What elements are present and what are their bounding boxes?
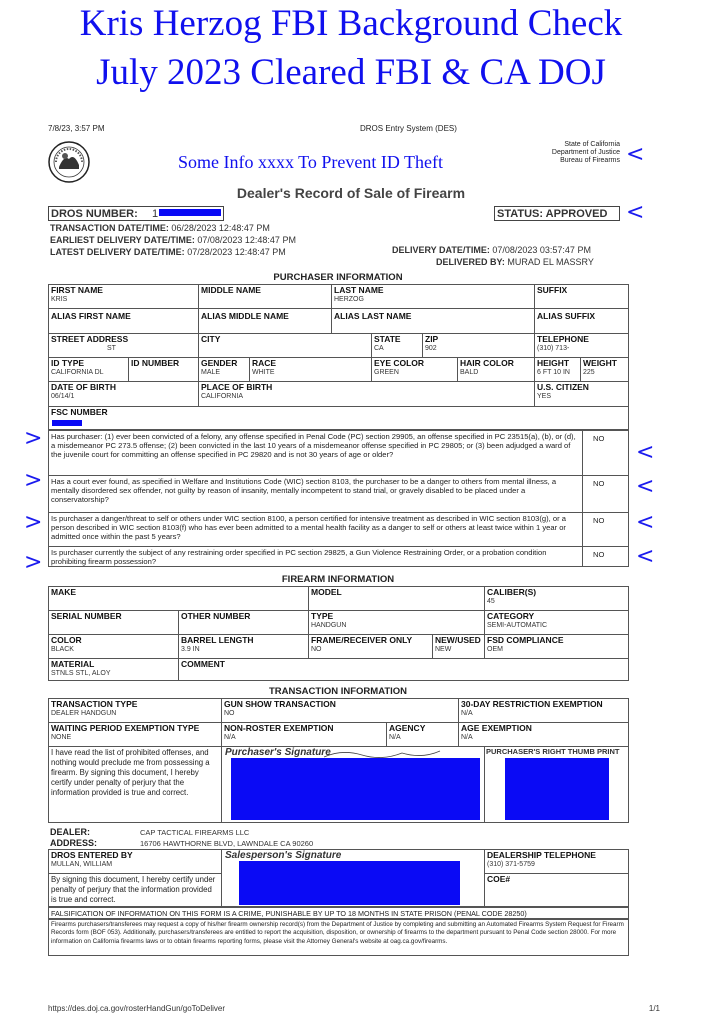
agency-line-2: Department of Justice bbox=[551, 149, 620, 156]
records-notice: Firearms purchasers/transferees may request a copy of his/her firearm ownership record(s) from the Department of Justice by completing and submitting an Automated Firearms System Request for Firearm Records form (BOF 053). Additionally, purchasers/transferees are entitled to report the acquisition, disposition, or ownership of firearms to the department pursuant to Penal Code section 28000. For more information on California firearms laws or to obtain firearms reporting forms, please visit the Attorney General's website at oag.ca.gov/firearms. bbox=[51, 921, 624, 945]
dealer-value: CAP TACTICAL FIREARMS LLC bbox=[140, 828, 250, 837]
form-title: Dealer's Record of Sale of Firearm bbox=[236, 185, 466, 201]
thumb-print-label: PURCHASER'S RIGHT THUMB PRINT bbox=[486, 747, 620, 756]
caliber-label: CALIBER(S) bbox=[487, 587, 537, 597]
purchaser-certification-text: I have read the list of prohibited offenses, and nothing would preclude me from possessing a firearm. By signing this document, I hereby certify under penalty of perjury that the information provided is true and correct. bbox=[51, 748, 210, 797]
race-value: WHITE bbox=[252, 369, 275, 376]
purchaser-signature-redaction bbox=[231, 758, 480, 820]
page-url-link[interactable]: https://des.doj.ca.gov/rosterHandGun/goToDeliver bbox=[48, 1004, 225, 1013]
last-name-value: HERZOG bbox=[334, 296, 364, 303]
salesperson-signature-redaction bbox=[239, 861, 460, 905]
delivery-date-value: 07/08/2023 03:57:47 PM bbox=[492, 245, 591, 255]
new-used-value: NEW bbox=[435, 646, 452, 653]
falsification-notice-box bbox=[48, 907, 629, 919]
arrow-q1-right: < bbox=[636, 440, 655, 465]
dros-number-label: DROS NUMBER: bbox=[51, 208, 138, 220]
arrow-q4-right: < bbox=[636, 544, 655, 569]
other-number-label: OTHER NUMBER bbox=[181, 611, 251, 621]
telephone-value: (310) 713- bbox=[537, 345, 570, 352]
dealership-phone-label: DEALERSHIP TELEPHONE bbox=[487, 850, 596, 860]
earliest-delivery-value: 07/08/2023 12:48:47 PM bbox=[197, 235, 296, 245]
eligibility-questions bbox=[48, 430, 629, 567]
comment-label: COMMENT bbox=[181, 659, 225, 669]
fsc-number-redaction bbox=[52, 420, 82, 426]
gun-show-label: GUN SHOW TRANSACTION bbox=[224, 699, 336, 709]
address-value: 16706 HAWTHORNE BLVD, LAWNDALE CA 90260 bbox=[140, 839, 314, 848]
dros-number-value: 1 bbox=[152, 208, 159, 220]
first-name-label: FIRST NAME bbox=[51, 285, 103, 295]
id-type-label: ID TYPE bbox=[51, 358, 85, 368]
address-label: ADDRESS: bbox=[50, 838, 98, 848]
agency-line-1: State of California bbox=[564, 141, 620, 148]
us-citizen-label: U.S. CITIZEN bbox=[537, 382, 589, 392]
non-roster-label: NON-ROSTER EXEMPTION bbox=[224, 723, 334, 733]
us-citizen-value: YES bbox=[537, 393, 552, 400]
firearm-type-label: TYPE bbox=[311, 611, 334, 621]
print-system: DROS Entry System (DES) bbox=[360, 124, 457, 133]
headline-line-2: July 2023 Cleared FBI & CA DOJ bbox=[96, 52, 606, 93]
dob-label: DATE OF BIRTH bbox=[51, 382, 117, 392]
city-label: CITY bbox=[201, 334, 221, 344]
id-number-label: ID NUMBER bbox=[131, 358, 180, 368]
color-value: BLACK bbox=[51, 646, 74, 653]
suffix-label: SUFFIX bbox=[537, 285, 568, 295]
dros-entered-by-label: DROS ENTERED BY bbox=[51, 850, 133, 860]
delivery-date-label: DELIVERY DATE/TIME: bbox=[392, 245, 490, 255]
firearm-type-value: HANDGUN bbox=[311, 622, 347, 629]
material-value: STNLS STL, ALOY bbox=[51, 670, 111, 677]
waiting-period-label: WAITING PERIOD EXEMPTION TYPE bbox=[51, 723, 200, 733]
question-2-text: Has a court ever found, as specified in Welfare and Institutions Code (WIC) section 8103, the purchaser to be a danger to others from mental illness, a mentally disordered sex offender, not guilty by reason of insanity, mentally incompetent to stand trial, or gravely disabled to be placed under a conservatorship? bbox=[51, 477, 557, 505]
question-2-answer: NO bbox=[593, 479, 605, 488]
state-label: STATE bbox=[374, 334, 401, 344]
agency-line-3: Bureau of Firearms bbox=[560, 157, 620, 164]
arrow-q2-right: < bbox=[636, 474, 655, 499]
barrel-length-label: BARREL LENGTH bbox=[181, 635, 254, 645]
latest-delivery-label: LATEST DELIVERY DATE/TIME: bbox=[50, 247, 185, 257]
height-value: 6 FT 10 IN bbox=[537, 369, 570, 376]
redaction-note: Some Info xxxx To Prevent ID Theft bbox=[178, 152, 444, 172]
transaction-date-value: 06/28/2023 12:48:47 PM bbox=[171, 223, 270, 233]
model-label: MODEL bbox=[311, 587, 342, 597]
zip-label: ZIP bbox=[425, 334, 439, 344]
dros-entered-by-value: MULLAN, WILLIAM bbox=[51, 861, 113, 868]
weight-value: 225 bbox=[583, 369, 595, 376]
fsd-compliance-label: FSD COMPLIANCE bbox=[487, 635, 564, 645]
arrow-q3-left: > bbox=[24, 510, 43, 535]
falsification-notice: FALSIFICATION OF INFORMATION ON THIS FORM IS A CRIME, PUNISHABLE BY UP TO 18 MONTHS IN STATE PRISON (PENAL CODE 28250) bbox=[51, 909, 527, 918]
hair-color-value: BALD bbox=[460, 369, 479, 376]
last-name-label: LAST NAME bbox=[334, 285, 384, 295]
race-label: RACE bbox=[252, 358, 277, 368]
purchaser-signature-label: Purchaser's Signature bbox=[225, 747, 331, 758]
dealer-certification-text: By signing this document, I hereby certify under penalty of perjury that the information provided is true and correct. bbox=[51, 875, 216, 904]
thumb-print-redaction bbox=[505, 758, 609, 820]
dros-number-redaction bbox=[159, 209, 221, 216]
non-roster-value: N/A bbox=[224, 734, 236, 741]
new-used-label: NEW/USED bbox=[435, 635, 481, 645]
question-1-text: Has purchaser: (1) ever been convicted of a felony, any offense specified in Penal Code (PC) section 29905, an offense specified in PC 23515(a), (b), or (d), a misdemeanor PC 273.5 offense; (2) been convicted in the last 10 years of a misdemeanor offense specified in PC 29805; or (3) been adjudged a ward of the juvenile court for committing an offense specified in PC 29820 and is not 30 years of age or older? bbox=[51, 432, 576, 460]
color-label: COLOR bbox=[51, 635, 82, 645]
street-value: ST bbox=[107, 345, 116, 352]
print-datetime: 7/8/23, 3:57 PM bbox=[48, 124, 105, 133]
street-label: STREET ADDRESS bbox=[51, 334, 129, 344]
latest-delivery-value: 07/28/2023 12:48:47 PM bbox=[187, 247, 286, 257]
fsd-compliance-value: OEM bbox=[487, 646, 503, 653]
gender-label: GENDER bbox=[201, 358, 238, 368]
agency-label: AGENCY bbox=[389, 723, 426, 733]
first-name-value: KRIS bbox=[51, 296, 68, 303]
question-4-text: Is purchaser currently the subject of any restraining order specified in PC section 29825, a Gun Violence Restraining Order, or a probation condition prohibiting firearm possession? bbox=[51, 548, 547, 567]
height-label: HEIGHT bbox=[537, 358, 570, 368]
arrow-q3-right: < bbox=[636, 510, 655, 535]
alias-last-name-label: ALIAS LAST NAME bbox=[334, 311, 412, 321]
waiting-period-value: NONE bbox=[51, 734, 72, 741]
alias-middle-name-label: ALIAS MIDDLE NAME bbox=[201, 311, 289, 321]
delivered-by-label: DELIVERED BY: bbox=[436, 257, 505, 267]
page-number: 1/1 bbox=[648, 1004, 660, 1013]
question-3-text: Is purchaser a danger/threat to self or others under WIC section 8100, a person certified for intensive treatment as described in WIC section 8103(g), or a person described in WIC section 8103(f) who has ever been admitted to a mental health facility as a danger to self or others at least twice within 1 year or admitted once within the past 5 years? bbox=[51, 514, 566, 542]
question-3-answer: NO bbox=[593, 516, 605, 525]
alias-suffix-label: ALIAS SUFFIX bbox=[537, 311, 596, 321]
barrel-length-value: 3.9 IN bbox=[181, 646, 200, 653]
purchaser-section-title: PURCHASER INFORMATION bbox=[273, 272, 403, 283]
status-text: STATUS: APPROVED bbox=[497, 208, 608, 220]
firearm-grid bbox=[48, 586, 629, 681]
delivered-by-value: MURAD EL MASSRY bbox=[507, 257, 594, 267]
place-of-birth-value: CALIFORNIA bbox=[201, 393, 244, 400]
firearm-section-title: FIREARM INFORMATION bbox=[281, 574, 395, 585]
doj-seal-icon bbox=[48, 141, 90, 183]
restriction-exemption-value: N/A bbox=[461, 710, 473, 717]
gender-value: MALE bbox=[201, 369, 221, 376]
transaction-grid bbox=[48, 698, 629, 823]
arrow-q2-left: > bbox=[24, 468, 43, 493]
age-exemption-label: AGE EXEMPTION bbox=[461, 723, 532, 733]
eye-color-label: EYE COLOR bbox=[374, 358, 425, 368]
salesperson-signature-label: Salesperson's Signature bbox=[225, 850, 342, 861]
transaction-type-value: DEALER HANDGUN bbox=[51, 710, 117, 717]
fsc-number-label: FSC NUMBER bbox=[51, 407, 108, 417]
gun-show-value: NO bbox=[224, 710, 235, 717]
caliber-value: 45 bbox=[487, 598, 495, 605]
middle-name-label: MIDDLE NAME bbox=[201, 285, 261, 295]
id-type-value: CALIFORNIA DL bbox=[51, 369, 104, 376]
arrow-q1-left: > bbox=[24, 426, 43, 451]
category-value: SEMI-AUTOMATIC bbox=[487, 622, 548, 629]
dros-number-box bbox=[48, 206, 224, 221]
dealership-phone-value: (310) 371-5759 bbox=[487, 861, 535, 868]
category-label: CATEGORY bbox=[487, 611, 535, 621]
dealer-grid bbox=[48, 849, 629, 907]
coe-label: COE# bbox=[487, 874, 511, 884]
earliest-delivery-label: EARLIEST DELIVERY DATE/TIME: bbox=[50, 235, 195, 245]
place-of-birth-label: PLACE OF BIRTH bbox=[201, 382, 273, 392]
hair-color-label: HAIR COLOR bbox=[460, 358, 514, 368]
dealer-label: DEALER: bbox=[50, 827, 90, 837]
alias-first-name-label: ALIAS FIRST NAME bbox=[51, 311, 131, 321]
status-badge bbox=[494, 206, 620, 221]
frame-receiver-value: NO bbox=[311, 646, 322, 653]
transaction-date-label: TRANSACTION DATE/TIME: bbox=[50, 223, 169, 233]
arrow-status: < bbox=[626, 200, 645, 225]
question-1-answer: NO bbox=[593, 434, 605, 443]
transaction-type-label: TRANSACTION TYPE bbox=[51, 699, 138, 709]
purchaser-grid bbox=[48, 284, 629, 430]
frame-receiver-label: FRAME/RECEIVER ONLY bbox=[311, 635, 413, 645]
state-value: CA bbox=[374, 345, 384, 352]
headline-line-1: Kris Herzog FBI Background Check bbox=[79, 3, 623, 44]
material-label: MATERIAL bbox=[51, 659, 95, 669]
dob-value: 06/14/1 bbox=[51, 393, 75, 400]
weight-label: WEIGHT bbox=[583, 358, 617, 368]
make-label: MAKE bbox=[51, 587, 77, 597]
question-4-answer: NO bbox=[593, 550, 605, 559]
records-notice-box bbox=[48, 919, 629, 956]
transaction-section-title: TRANSACTION INFORMATION bbox=[268, 686, 408, 697]
eye-color-value: GREEN bbox=[374, 369, 399, 376]
serial-number-label: SERIAL NUMBER bbox=[51, 611, 122, 621]
restriction-exemption-label: 30-DAY RESTRICTION EXEMPTION bbox=[461, 699, 603, 709]
arrow-agency: < bbox=[626, 142, 645, 167]
zip-value: 902 bbox=[425, 345, 437, 352]
arrow-q4-left: > bbox=[24, 550, 43, 575]
telephone-label: TELEPHONE bbox=[537, 334, 589, 344]
age-exemption-value: N/A bbox=[461, 734, 473, 741]
agency-value: N/A bbox=[389, 734, 401, 741]
